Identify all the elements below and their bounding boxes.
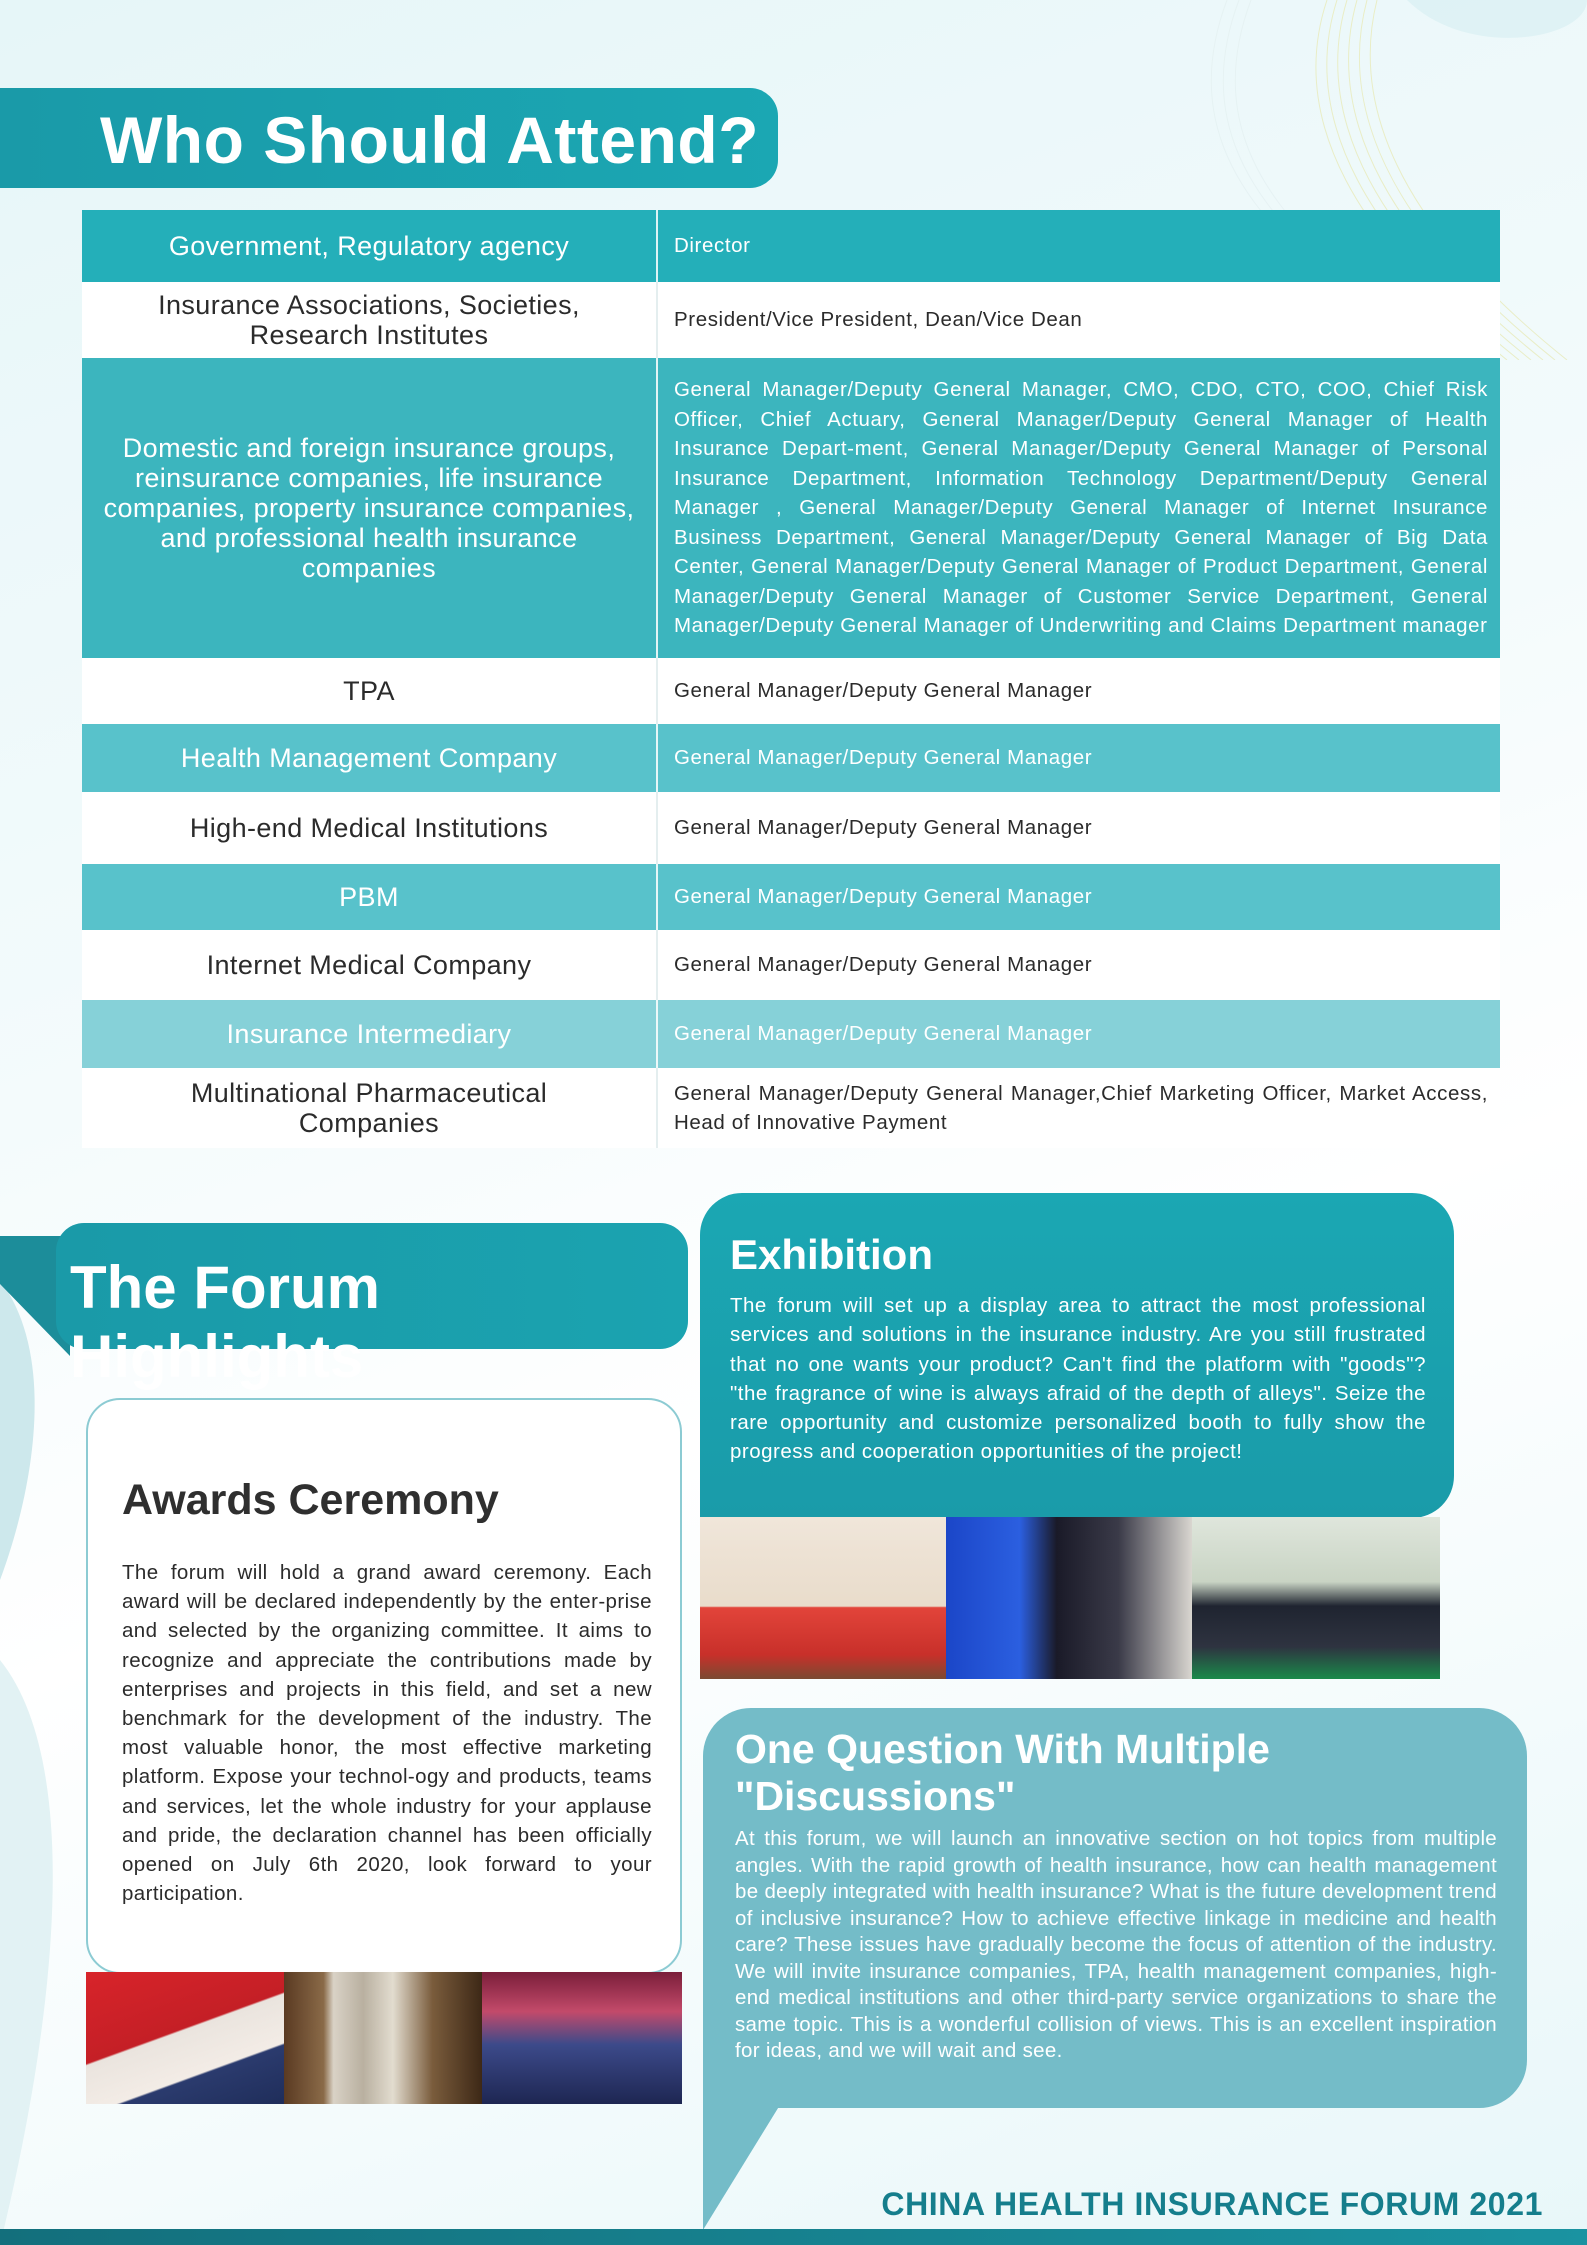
attendee-category: Domestic and foreign insurance groups, reinsurance companies, life insurance companies, property insurance companies, and professional health insurance companies: [82, 358, 657, 658]
exhibition-photo-2: [946, 1517, 1192, 1679]
title-banner: [0, 88, 778, 188]
attendee-row: [82, 358, 1500, 658]
awards-photos: [86, 1972, 682, 2104]
attendee-category: Internet Medical Company: [82, 930, 657, 1000]
award-photo-1: [86, 1972, 284, 2104]
attendee-roles: General Manager/Deputy General Manager: [674, 1022, 1093, 1046]
attendee-row: [82, 658, 1500, 724]
discussion-card: [703, 1708, 1527, 2108]
exhibition-photo-3: [1192, 1517, 1440, 1679]
exhibition-photos: [700, 1517, 1440, 1679]
attendee-category: Health Management Company: [82, 724, 657, 792]
footer-bar: [0, 2229, 1587, 2245]
attendee-roles: President/Vice President, Dean/Vice Dean: [674, 308, 1083, 332]
attendee-row: [82, 864, 1500, 930]
attendee-roles: General Manager/Deputy General Manager: [674, 746, 1093, 770]
discussion-title: One Question With Multiple "Discussions": [735, 1726, 1270, 1819]
award-photo-2: [284, 1972, 482, 2104]
attendee-row: [82, 792, 1500, 864]
exhibition-photo-1: [700, 1517, 946, 1679]
attendee-category: TPA: [82, 658, 657, 724]
attendee-roles: General Manager/Deputy General Manager: [674, 816, 1093, 840]
exhibition-title: Exhibition: [730, 1231, 933, 1278]
attendee-table: [82, 210, 1500, 1148]
awards-title: Awards Ceremony: [122, 1476, 499, 1524]
attendee-category: Insurance Associations, Societies, Research Institutes: [82, 282, 657, 358]
attendee-category: High-end Medical Institutions: [82, 792, 657, 864]
attendee-roles: Director: [674, 234, 751, 258]
attendee-row: [82, 1068, 1500, 1148]
page-title: Who Should Attend?: [100, 103, 760, 177]
attendee-category: Government, Regulatory agency: [82, 210, 657, 282]
attendee-row: [82, 930, 1500, 1000]
attendee-category: Insurance Intermediary: [82, 1000, 657, 1068]
exhibition-card: [700, 1193, 1454, 1518]
attendee-category: Multinational Pharmaceutical Companies: [82, 1068, 657, 1148]
attendee-roles: General Manager/Deputy General Manager, CMO, CDO, CTO, COO, Chief Risk Officer, Chief Actuary, General Manager/Deputy General Manager of Health Insurance Depart-ment, General Manager/Deputy General Manager of Personal Insurance Department, Information Technology Department/Deputy General Manager , General Manager/Deputy General Manager of Internet Insurance Business Department, General Manager/Deputy General Manager of Big Data Center, General Manager/Deputy General Manager of Product Department, General Manager/Deputy General Manager of Customer Service Department, General Manager/Deputy General Manager of Underwriting and Claims Department manager: [674, 378, 1488, 638]
attendee-row: [82, 1000, 1500, 1068]
attendee-roles: General Manager/Deputy General Manager,Chief Marketing Officer, Market Access, Head of Innovative Payment: [674, 1081, 1488, 1134]
discussion-text: At this forum, we will launch an innovative section on hot topics from multiple angles. With the rapid growth of health insurance, how can health management be deeply integrated with health insurance? What is the future development trend of inclusive insurance? How to achieve effective linkage in medicine and health care? These issues have gradually become the focus of attention of the industry. We will invite insurance companies, TPA, health management companies, high-end medical institutions and other third-party service organizations to share the same topic. This is a wonderful collision of views. This is an excellent inspiration for ideas, and we will wait and see.: [735, 1827, 1497, 2062]
attendee-roles: General Manager/Deputy General Manager: [674, 953, 1093, 977]
attendee-row: [82, 210, 1500, 282]
attendee-row: [82, 724, 1500, 792]
highlights-title: The Forum Highlights: [70, 1254, 380, 1390]
attendee-row: [82, 282, 1500, 358]
awards-card: [86, 1398, 682, 1974]
award-photo-3: [482, 1972, 682, 2104]
footer-forum-name: CHINA HEALTH INSURANCE FORUM 2021: [881, 2186, 1543, 2222]
attendee-category: PBM: [82, 864, 657, 930]
discussion-tail: [703, 2100, 783, 2230]
exhibition-text: The forum will set up a display area to attract the most professional services and solutions in the insurance industry. Are you still frustrated that no one wants your product? Can't find the platform with "goods"? "the fragrance of wine is always afraid of the depth of alleys". Seize the rare opportunity and customize personalized booth to fully show the progress and cooperation opportunities of the project!: [730, 1294, 1426, 1464]
highlights-banner: [56, 1223, 688, 1390]
awards-text: The forum will hold a grand award ceremony. Each award will be declared independently by the enter-prise and selected by the organizing committee. It aims to recognize and appreciate the contributions made by enterprises and projects in this field, and set a new benchmark for the development of the industry. The most valuable honor, the most effective marketing platform. Expose your technol-ogy and products, teams and services, let the whole industry for your applause and pride, the declaration channel has been officially opened on July 6th 2020, look forward to your participation.: [122, 1561, 652, 1906]
attendee-roles: General Manager/Deputy General Manager: [674, 679, 1093, 703]
attendee-roles: General Manager/Deputy General Manager: [674, 885, 1093, 909]
